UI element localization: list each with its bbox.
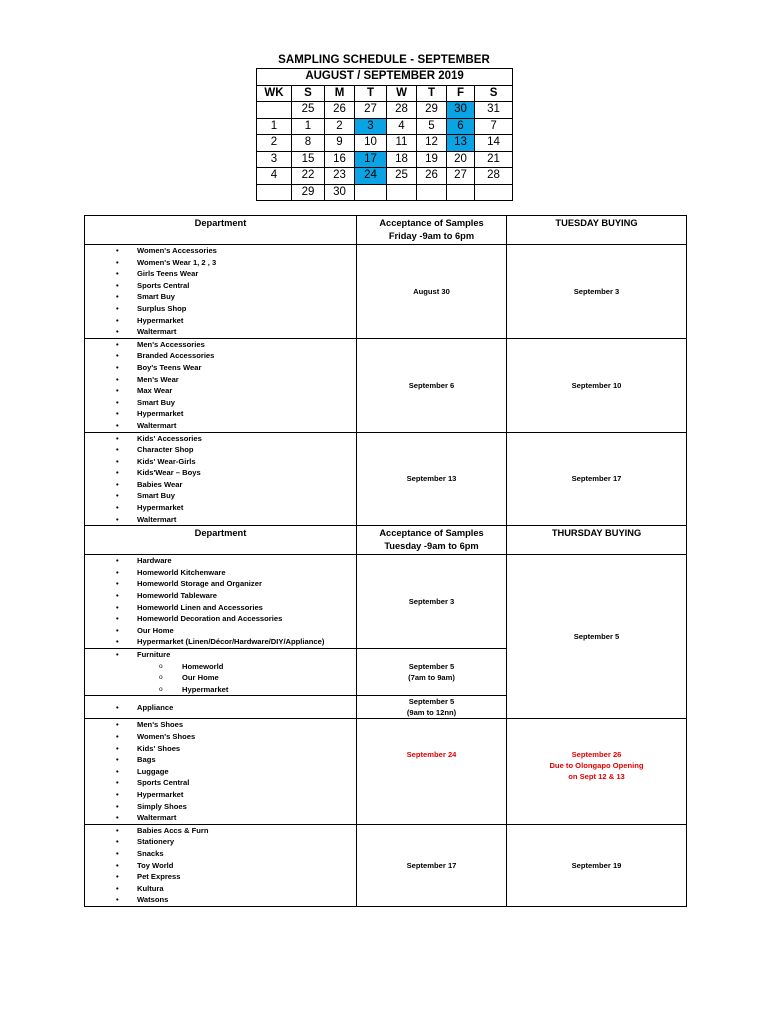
list-item: • Women's Wear 1, 2 , 3 [85,257,356,269]
acceptance-date: September 13 [357,432,507,526]
list-item: • Boy's Teens Wear [85,362,356,374]
section2-header-row [85,526,687,555]
department-list [85,339,356,432]
department-list [85,433,356,526]
calendar-header-cell: T [417,85,447,102]
buying-date: September 19 [507,824,687,906]
table-row [85,555,687,649]
list-item: • Babies Accs & Furn [85,825,356,837]
list-item: • Character Shop [85,444,356,456]
list-item: • Men's Shoes [85,719,356,731]
calendar-day: 14 [475,135,513,152]
calendar-day: 23 [325,168,355,185]
calendar-day: 15 [292,151,325,168]
list-item: • Hypermarket (Linen/Décor/Hardware/DIY/Appliance) [85,636,356,648]
calendar-day: 2 [325,118,355,135]
department-list [85,702,356,714]
list-item: • Max Wear [85,385,356,397]
list-item: • Girls Teens Wear [85,268,356,280]
calendar-header-cell: T [355,85,387,102]
department-list-cell [85,338,357,432]
list-item: • Simply Shoes [85,801,356,813]
list-item: • Toy World [85,860,356,872]
calendar-day: 30 [325,184,355,201]
calendar-day [387,184,417,201]
schedule-table [84,215,687,907]
buying-date: September 3 [507,245,687,339]
list-item: • Women's Accessories [85,245,356,257]
acceptance-date-line2: (7am to 9am) [408,673,455,683]
buying-date: September 17 [507,432,687,526]
acceptance-date: September 17 [357,824,507,906]
acceptance-date: August 30 [357,245,507,339]
calendar-week-row [257,135,513,152]
department-list [85,555,356,648]
department-list [85,719,356,823]
calendar-day: 6 [447,118,475,135]
list-item: o Hypermarket [85,684,356,696]
acceptance-header-line2: Tuesday -9am to 6pm [384,541,479,552]
calendar-week-number [257,102,292,119]
list-item: o Homeworld [85,661,356,673]
department-header: Department [85,526,357,555]
buying-date-line2: Due to Olongapo Opening [549,761,644,771]
calendar-week-number: 2 [257,135,292,152]
acceptance-date-line1: September 5 [408,697,455,707]
buying-date [507,719,687,824]
department-list-cell [85,245,357,339]
calendar-day: 29 [417,102,447,119]
calendar-day: 26 [325,102,355,119]
department-list-cell [85,719,357,824]
acceptance-header-line1: Acceptance of Samples [379,528,484,539]
department-list [85,649,356,661]
table-row [85,719,687,824]
calendar-week-number [257,184,292,201]
list-item: • Women's Shoes [85,731,356,743]
calendar-day: 8 [292,135,325,152]
list-item: • Waltermart [85,326,356,338]
calendar-day: 26 [417,168,447,185]
furniture-sub-list [85,661,356,696]
calendar-day [447,184,475,201]
calendar-day [355,184,387,201]
list-item: • Kids'Wear – Boys [85,467,356,479]
list-item: • Kultura [85,883,356,895]
calendar-week-row [257,184,513,201]
list-item: • Snacks [85,848,356,860]
list-item: • Kids' Accessories [85,433,356,445]
list-item: • Our Home [85,625,356,637]
calendar-day: 1 [292,118,325,135]
list-item: • Furniture [85,649,356,661]
calendar-day: 31 [475,102,513,119]
buying-date-line3: on Sept 12 & 13 [568,772,625,782]
list-item: • Stationery [85,836,356,848]
list-item: • Waltermart [85,812,356,824]
calendar-day: 19 [417,151,447,168]
calendar-week-number: 4 [257,168,292,185]
acceptance-header [357,526,507,555]
calendar-day: 12 [417,135,447,152]
calendar-day: 5 [417,118,447,135]
calendar-day: 30 [447,102,475,119]
calendar-day: 29 [292,184,325,201]
calendar-day [417,184,447,201]
acceptance-date [357,696,507,719]
calendar-day: 22 [292,168,325,185]
buying-date-line1: September 26 [571,750,622,760]
list-item: • Homeworld Storage and Organizer [85,578,356,590]
calendar-week-row [257,118,513,135]
acceptance-date: September 6 [357,338,507,432]
calendar-day: 28 [475,168,513,185]
list-item: • Hypermarket [85,408,356,420]
list-item: • Sports Central [85,777,356,789]
calendar-day: 25 [292,102,325,119]
calendar-header-cell: W [387,85,417,102]
list-item: • Men's Accessories [85,339,356,351]
department-header: Department [85,216,357,245]
department-list [85,825,356,906]
department-list-cell [85,696,357,719]
list-item: • Watsons [85,894,356,906]
acceptance-date-line1: September 5 [408,662,455,672]
acceptance-date: September 3 [357,555,507,649]
acceptance-header-line1: Acceptance of Samples [379,218,484,228]
calendar-day: 27 [447,168,475,185]
table-row [85,245,687,339]
acceptance-header-line2: Friday -9am to 6pm [388,231,475,241]
buying-header: TUESDAY BUYING [507,216,687,245]
calendar-week-number: 1 [257,118,292,135]
document-title: SAMPLING SCHEDULE - SEPTEMBER [278,54,490,66]
calendar-day [475,184,513,201]
list-item: • Smart Buy [85,291,356,303]
list-item: • Sports Central [85,280,356,292]
list-item: • Men's Wear [85,374,356,386]
table-row [85,824,687,906]
calendar-day: 28 [387,102,417,119]
list-item: • Homeworld Linen and Accessories [85,602,356,614]
list-item: • Hypermarket [85,789,356,801]
calendar-header-cell: S [475,85,513,102]
list-item: • Surplus Shop [85,303,356,315]
calendar-header-cell: M [325,85,355,102]
calendar-day: 24 [355,168,387,185]
calendar-header-cell: WK [257,85,292,102]
list-item: • Appliance [85,702,356,714]
acceptance-header [357,216,507,245]
department-list-cell [85,824,357,906]
calendar-day: 18 [387,151,417,168]
buying-date: September 10 [507,338,687,432]
calendar-week-row [257,102,513,119]
list-item: • Hypermarket [85,502,356,514]
table-row [85,432,687,526]
calendar-week-row [257,168,513,185]
acceptance-date-line2: (9am to 12nn) [406,708,457,718]
calendar-day: 4 [387,118,417,135]
table-row [85,338,687,432]
list-item: • Smart Buy [85,397,356,409]
list-item: • Homeworld Tableware [85,590,356,602]
list-item: • Hypermarket [85,315,356,327]
calendar-day: 27 [355,102,387,119]
department-list-cell [85,649,357,696]
section1-header-row [85,216,687,245]
calendar-day: 16 [325,151,355,168]
list-item: • Branded Accessories [85,350,356,362]
acceptance-date: September 24 [357,719,507,824]
calendar-day: 9 [325,135,355,152]
department-list [85,245,356,338]
list-item: • Pet Express [85,871,356,883]
list-item: • Bags [85,754,356,766]
list-item: • Homeworld Decoration and Accessories [85,613,356,625]
calendar-day: 3 [355,118,387,135]
calendar-header-cell: S [292,85,325,102]
buying-date: September 5 [507,555,687,719]
list-item: o Our Home [85,672,356,684]
calendar-day: 7 [475,118,513,135]
calendar-day: 25 [387,168,417,185]
calendar-day: 10 [355,135,387,152]
acceptance-date [357,649,507,696]
list-item: • Kids' Wear-Girls [85,456,356,468]
list-item: • Hardware [85,555,356,567]
calendar-header-cell: F [447,85,475,102]
calendar-week-number: 3 [257,151,292,168]
list-item: • Kids' Shoes [85,743,356,755]
calendar-table [256,68,513,201]
list-item: • Homeworld Kitchenware [85,567,356,579]
calendar-day: 17 [355,151,387,168]
calendar-day: 21 [475,151,513,168]
calendar-day: 20 [447,151,475,168]
list-item: • Waltermart [85,420,356,432]
calendar-day: 13 [447,135,475,152]
list-item: • Luggage [85,766,356,778]
calendar-week-row [257,151,513,168]
list-item: • Waltermart [85,514,356,526]
calendar-day: 11 [387,135,417,152]
calendar-caption: AUGUST / SEPTEMBER 2019 [257,69,513,86]
department-list-cell [85,432,357,526]
list-item: • Smart Buy [85,490,356,502]
buying-header: THURSDAY BUYING [507,526,687,555]
department-list-cell [85,555,357,649]
list-item: • Babies Wear [85,479,356,491]
